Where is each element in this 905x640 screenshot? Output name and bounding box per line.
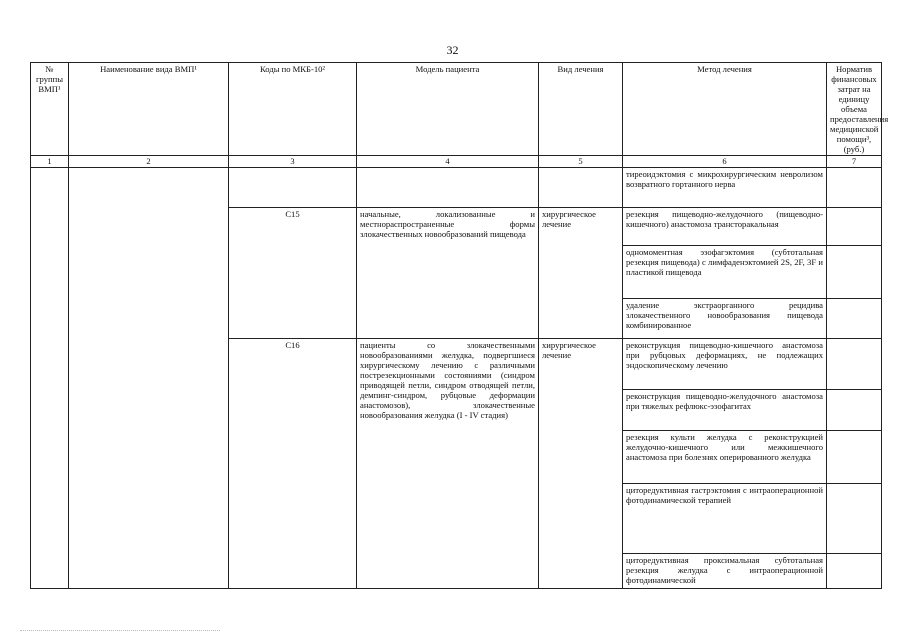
financial-norm-cell (827, 246, 882, 299)
group-cell (31, 168, 69, 589)
financial-norm-cell (827, 390, 882, 431)
vmp-name-cell (69, 168, 229, 589)
financial-norm-cell (827, 208, 882, 246)
vmp-table (30, 62, 889, 589)
treatment-method-cell: реконструкция пищеводно-желудочного анастомоза при тяжелых рефлюкс-эзофагитах (623, 390, 827, 431)
column-number: 5 (539, 156, 623, 168)
header-row (31, 63, 882, 156)
header-vmp-name: Наименование вида ВМП¹ (69, 63, 229, 156)
treatment-method-cell: тиреоидэктомия с микрохирургическим невролизом возвратного гортанного нерва (623, 168, 827, 208)
financial-norm-cell (827, 299, 882, 339)
header-treatment-type: Вид лечения (539, 63, 623, 156)
column-number: 2 (69, 156, 229, 168)
header-icd-codes: Коды по МКБ-10² (229, 63, 357, 156)
header-financial-norm: Норматив финансовых затрат на единицу объема предоставления медицинской помощи³, (руб.) (827, 63, 882, 156)
header-patient-model: Модель пациента (357, 63, 539, 156)
column-number: 6 (623, 156, 827, 168)
financial-norm-cell (827, 554, 882, 589)
treatment-method-cell: резекция пищеводно-желудочного (пищеводно-кишечного) анастомоза трансторакальная (623, 208, 827, 246)
financial-norm-cell (827, 431, 882, 484)
column-number: 1 (31, 156, 69, 168)
icd-code-cell: C16 (229, 339, 357, 589)
page-number: 32 (446, 43, 459, 57)
financial-norm-cell (827, 339, 882, 390)
header-treatment-method: Метод лечения (623, 63, 827, 156)
treatment-method-cell: реконструкция пищеводно-кишечного анастомоза при рубцовых деформациях, не подлежащих эндоскопическому лечению (623, 339, 827, 390)
financial-norm-cell (827, 168, 882, 208)
patient-model-cell (357, 168, 539, 208)
header-group: № группы ВМП¹ (31, 63, 69, 156)
treatment-method-cell: циторедуктивная проксимальная субтотальная резекция желудка с интраоперационной фотодинамической (623, 554, 827, 589)
column-number: 4 (357, 156, 539, 168)
financial-norm-cell (827, 484, 882, 554)
treatment-type-cell (539, 168, 623, 208)
treatment-type-cell: хирургическое лечение (539, 339, 623, 589)
treatment-method-cell: одномоментная эзофагэктомия (субтотальная резекция пищевода) с лимфаденэктомией 2S, 2F, 3F и пластикой пищевода (623, 246, 827, 299)
treatment-method-cell: удаление экстраорганного рецидива злокачественного новообразования пищевода комбинированное (623, 299, 827, 339)
column-number-row (31, 156, 882, 168)
column-number: 7 (827, 156, 882, 168)
icd-code-cell (229, 168, 357, 208)
treatment-method-cell: циторедуктивная гастрэктомия с интраоперационной фотодинамической терапией (623, 484, 827, 554)
patient-model-cell: пациенты со злокачественными новообразованиями желудка, подвергшиеся хирургическому лечению с различными пострезекционными состояниями (синдром приводящей петли, синдром отводящей петли, демпинг-синдром, рубцовые деформации анастомозов), злокачественные новообразования желудка (I - IV стадия) (357, 339, 539, 589)
treatment-type-cell: хирургическое лечение (539, 208, 623, 339)
table-row (31, 168, 882, 208)
patient-model-cell: начальные, локализованные и местнораспространенные формы злокачественных новообразований пищевода (357, 208, 539, 339)
icd-code-cell: C15 (229, 208, 357, 339)
treatment-method-cell: резекция культи желудка с реконструкцией желудочно-кишечного или межкишечного анастомоза при болезнях оперированного желудка (623, 431, 827, 484)
column-number: 3 (229, 156, 357, 168)
scan-artifact (20, 630, 220, 635)
